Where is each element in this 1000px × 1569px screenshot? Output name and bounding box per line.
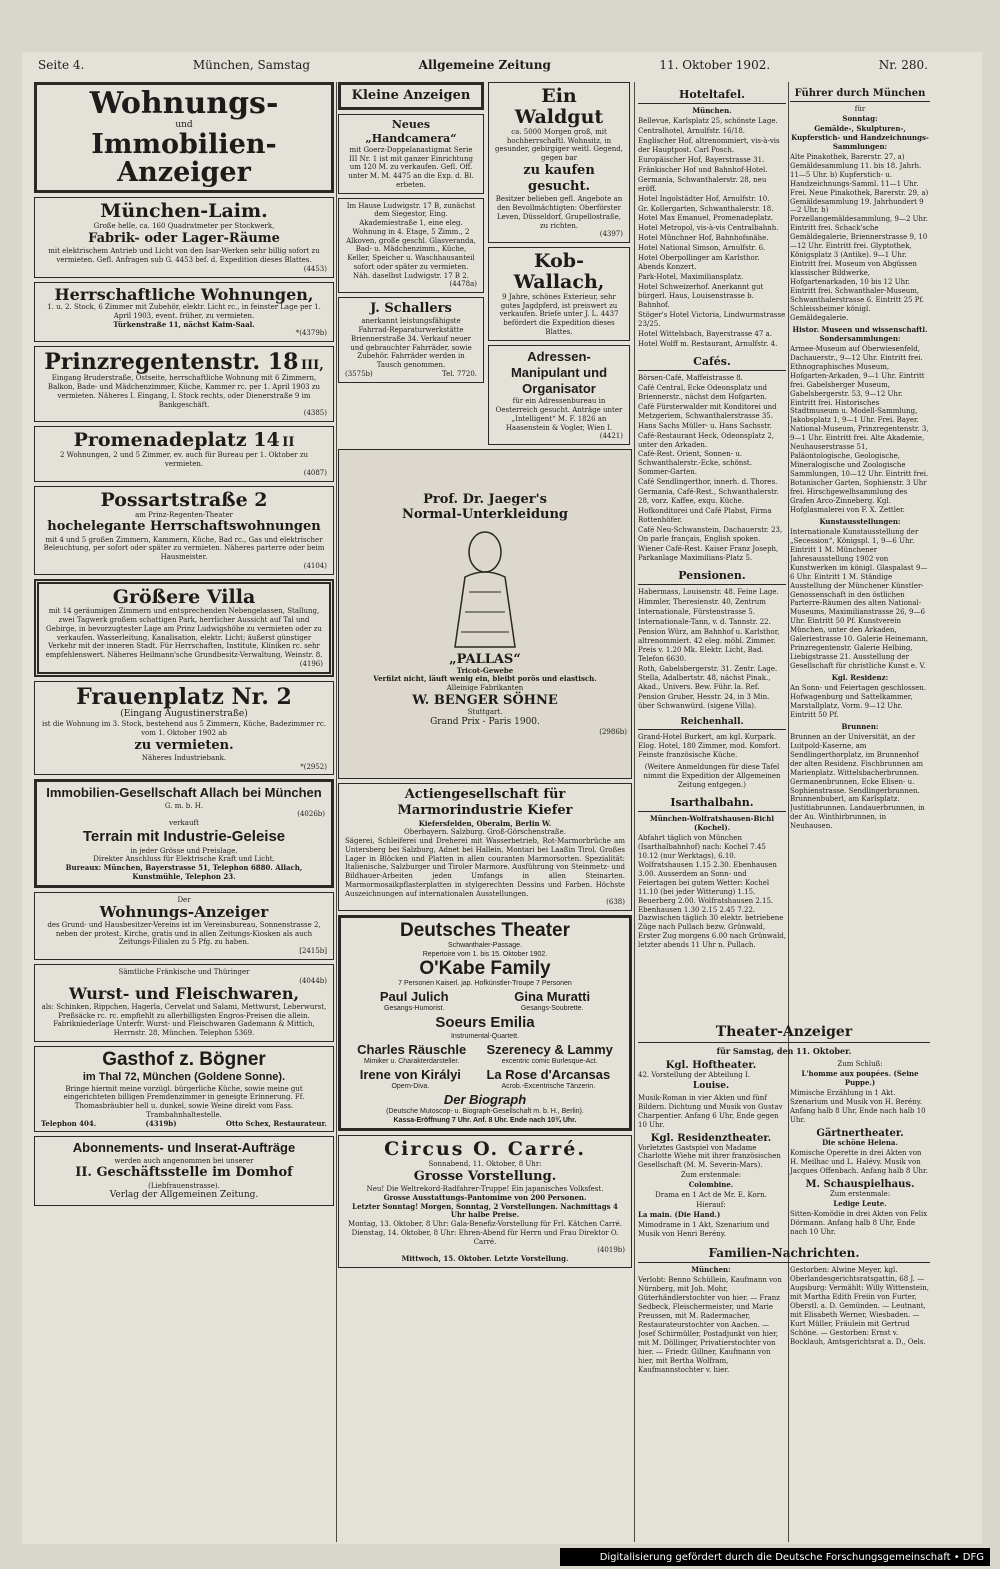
brunnen-text: Brunnen an der Universität, an der Luitpold-Kaserne, am Sendlingerthorplatz, im Brunnenhof der alten Residenz. Fischbrunnen am Marienplatz. Wittelsbacherbrunnen. Germanenbrunnen, Ecke Elisen- u. Sophienstrasse. Sendlingerbrunnen. Brunnenbuberl, am Karlsplatz. Justitiabrunnen. Landauerbrunnen, in der Au. Winthirbrunnen, in Neuhausen. [790, 732, 925, 831]
res-zum: Zum erstenmale: [680, 1171, 742, 1180]
prinz-heading: Prinzregentenstr. 18 [44, 349, 299, 376]
laim-text2: mit elektrischem Antrieb und Licht von den Isar-Werken sehr billig sofort zu vermieten. Gefl. Anfragen sub G. 4453 bef. d. Expedition dieses Blattes. [48, 247, 320, 265]
schau-title: Ledige Leute. [833, 1198, 887, 1208]
abo-sub2: (Liebfrauenstrasse). [148, 1181, 220, 1190]
gasthof-sub: im Thal 72, München (Goldene Sonne). [82, 1070, 286, 1083]
possart-text: mit 4 und 5 großen Zimmern, Kammern, Küche, Bad rc., Gas und elektrischer Beleuchtung, per sofort oder später zu vermieten. Näheres parterre oder beim Hausmeister. [43, 535, 325, 562]
res-text: Vorletztes Gastspiel von Madame Charlotte Wiehe mit ihrer französischen Gesellschaft (M. M. Severin-Mars). [638, 1143, 781, 1170]
allach-direkt: Direkter Anschluss für Elektrische Kraft und Licht. [93, 855, 275, 864]
act-desc: Opern-Diva. [391, 1082, 430, 1090]
res-hierauf: Hierauf: [696, 1201, 726, 1210]
hotel-entry: Englischer Hof, altrenommiert, vis-à-vis der Hauptpost. Carl Posch. [638, 136, 780, 154]
ad-abonnements [34, 1136, 334, 1205]
res-drama: Drama en 1 Act de Mr. E. Korn. [655, 1191, 767, 1200]
schaller-heading: J. Schallers [370, 301, 452, 316]
ad-code: (4026b) [297, 810, 325, 819]
wurst-text: als: Schinken, Rippchen, Hagerla, Cervelat und Salami, Mettwurst, Leberwurst, Preßsäcke rc. rc. empfiehlt zu allerbilligsten Engros-Preisen die allein. Fabrikniederlage Unterfr. Wurst- und Fleischwaren Gademann & Mittich, Herrnstr. 28, München. Telephon 5369. [41, 1002, 327, 1038]
poupees-text: Mimische Erzählung in 1 Akt. Szenarium und Musik von H. Berény. Anfang halb 8 Uhr, Ende nach halb 10 Uhr. [790, 1089, 926, 1124]
cafe-entry: Hofkonditorei und Café Plabst, Firma Rottenhöfer. [638, 507, 772, 525]
ad-code: (4087) [303, 468, 327, 477]
ad-waldgut [488, 82, 630, 243]
wurst-heading: Wurst- und Fleischwaren, [68, 984, 300, 1004]
act-desc: Acrob.-Excentrische Tänzerin. [501, 1082, 596, 1090]
familien-right [790, 1266, 930, 1375]
fuer-text: für [854, 105, 866, 113]
ad-code: (3575b) [345, 369, 373, 378]
hotel-entry: Bellevue, Karlsplatz 25, schönste Lage. [638, 116, 778, 125]
act-name: Paul Julich [379, 989, 449, 1005]
possart-sub2: hochelegante Herrschaftswohnungen [47, 519, 321, 535]
dt-soeurs-sub: Instrumental-Quartett. [450, 1032, 520, 1040]
ad-code: (4196) [299, 659, 323, 668]
res-mimo: Mimodrame in 1 Akt, Szenarium und Musik von Henri Berény. [638, 1221, 770, 1239]
wa-text: des Grund- und Hausbesitzer-Vereins ist im Vereinsbureau, Sonnenstrasse 2, neben der protest. Kirche, gratis und in allen Zeitungs-Kiosken als auch Zeitungs-Filialen zu 5 Pfg. zu haben. [47, 920, 321, 947]
frauen-heading: Frauenplatz Nr. 2 [76, 683, 292, 710]
act [360, 1067, 461, 1092]
circus-mittwoch: Mittwoch, 15. Oktober. Letzte Vorstellung. [401, 1254, 569, 1264]
gasthof-owner: Otto Schex, Restaurateur. [225, 1118, 327, 1128]
zum-schluss: Zum Schluß: [837, 1060, 883, 1069]
ad-herrschaftlich [34, 282, 334, 343]
sonntag-text: Sonntag: [842, 113, 878, 123]
hotel-entry: Hotel Wittelsbach, Bayerstrasse 47 a. [638, 329, 772, 338]
gaertner-heading: Gärtnertheater. [816, 1127, 904, 1139]
ad-code: (4421) [599, 432, 623, 441]
cafe-entry: Hans Sachs Müller- u. Hans Sachsstr. [638, 421, 772, 430]
cafes-heading: Cafés. [638, 355, 786, 371]
hist-heading: Histor. Museen und wissenschaftl. Sondersammlungen: [792, 324, 928, 343]
ad-code: (4397) [599, 230, 623, 239]
pension-entry: Pension Würz, am Bahnhof u. Karlsthor, altrenommiert. 42 eleg. möbl. Zimmer. Preis v. 1.20 Mk. Elektr. Licht, Bad. Telefon 6630. [638, 627, 780, 663]
isar-sub: München-Wolfratshausen-Bichl (Kochel). [649, 814, 775, 832]
figure-illustration [425, 522, 545, 652]
dt-okabe: O'Kabe Family [419, 958, 551, 980]
dt-repertoire: Repertoire vom 1. bis 15. Oktober 1902. [422, 950, 548, 958]
circus-pantomime: Grosse Ausstattungs-Pantomime von 200 Personen. [383, 1192, 587, 1202]
schaller-tel: Tel. 7720. [442, 369, 477, 378]
ad-deutsches-theater [338, 915, 632, 1131]
residenz-heading: Kgl. Residenztheater. [650, 1132, 772, 1144]
marmor-text: Sägerei, Schleiferei und Dreherei mit Wasserbetrieb, Rot-Marmorbrüche am Untersberg bei Salzburg, Adnet bei Hallein, Montari bei Laaßin Tirol. Großes Lager in Blöcken und Platten in allen couranten Marmorsorten. Spezialität: Italienische, Salzburger und Tiroler Marmore. Ausführung von Steinmetz- und Bildhauer-Arbeiten jeden Umfangs in allen Steinarten. Marmormosaikpflasterplatten in stylgerechten Dessins und Farben. Höchste Auszeichnungen auf internationalen Ausstellungen. [345, 837, 625, 898]
ad-jaeger-illustration [338, 449, 632, 779]
gasthof-tel: Telephon 404. [41, 1118, 97, 1128]
ad-schaller [338, 297, 484, 383]
wald-sub: zu kaufen gesucht. [523, 162, 595, 195]
hotel-entry: Hotel National Simson, Arnulfstr. 6. [638, 244, 766, 253]
marmor-places2: Oberbayern. Salzburg. Groß-Görschenstraße. [404, 828, 566, 837]
immobilien-title: Immobilien-Anzeiger [91, 128, 277, 189]
jaeger-stuttgart: Stuttgart. [467, 707, 503, 716]
pension-list [638, 588, 786, 711]
gasthof-footer [41, 1120, 327, 1129]
wald-text2: Besitzer belieben gefl. Angebote an den Bevollmächtigten: Oberförster Leven, Düsseldorf, Grupellostraße, zu richten. [495, 195, 623, 230]
herrsch-address: Türkenstraße 11, nächst Kaim-Saal. [113, 319, 255, 329]
hotel-entry: Hotel Wolff m. Restaurant, Arnulfstr. 4. [638, 339, 778, 348]
act [486, 1067, 610, 1092]
theater-columns [638, 1060, 930, 1240]
isarthalbahn-heading: Isarthalbahn. [638, 796, 786, 812]
ad-kob-wallach [488, 247, 630, 341]
hotel-list [638, 117, 786, 349]
kob-text: 9 Jahre, schönes Exterieur, sehr gutes Jagdpferd, ist preiswert zu verkaufen. Briefe unter J. L. 4437 befördert die Expedition dieses Blattes. [499, 292, 619, 336]
allach-verkauft: verkauft [169, 819, 199, 828]
theater-left [638, 1060, 784, 1240]
kunst-heading: Kunstausstellungen: [819, 516, 901, 526]
jaeger-verfilzt: Verfilzt nicht, läuft wenig ein, bleibt porös und elastisch. [373, 674, 597, 684]
frauen-note: Näheres Industriebank. [141, 753, 227, 762]
gaertner-text: Komische Operette in drei Akten von H. Meilhac und L. Halévy. Musik von Jacques Offenbach. Anfang halb 8 Uhr. [790, 1148, 928, 1175]
hotel-entry: Hotel Metropol, vis-à-vis Centralbahnh. [638, 224, 779, 233]
allach-bureaux: Bureaux: München, Bayerstrasse 51, Telephon 6880. Allach, Kunstmühle, Telephon 23. [65, 863, 303, 881]
place-date: München, Samstag [192, 58, 311, 72]
ludwig-note: Näh. daselbst Ludwigstr. 17 B 2. [353, 271, 469, 280]
hotel-entry: Centralhotel, Arnulfstr. 16/18. [638, 126, 746, 135]
und-text: und [175, 119, 193, 130]
abo-sub: werden auch angenommen bei unserer [114, 1156, 254, 1165]
villa-heading: Größere Villa [112, 585, 256, 608]
ad-code: *(2952) [300, 762, 327, 771]
prinz-text: Eingang Bruderstraße, Ostseite, herrschaftliche Wohnung mit 6 Zimmern, Balkon, Bade- und Mädchenzimmer, Küche, Kammer rc. per 1. April 1903 zu vermieten. Näheres I. Eingang, I. Stock rechts, oder Dienerstraße 9 im Bankgeschäft. [47, 374, 321, 409]
ad-code: (2986b) [599, 727, 627, 736]
column-3 [638, 82, 786, 951]
jaeger-heading: Prof. Dr. Jaeger's [423, 491, 547, 507]
hotel-entry: Hotel Max Emanuel, Promenadeplatz. [638, 214, 773, 223]
prom-floor: II [282, 435, 295, 451]
pension-entry: Habermass, Louisenstr. 48. Feine Lage. [638, 587, 779, 596]
pension-entry: Roth, Gabelsbergerstr. 31. Zentr. Lage. [638, 664, 778, 673]
dt-soeurs: Soeurs Emilia [435, 1014, 535, 1032]
theater-sub: für Samstag, den 11. Oktober. [716, 1046, 852, 1056]
ad-code: [2415b] [299, 947, 327, 956]
villa-text: mit 14 geräumigen Zimmern und entsprechenden Nebengelassen, Stallung, zwei Tagwerk großem schattigen Park, herrlicher Aussicht auf Tal und Gebirge, in bevorzugtester Lage am Prinz Ludwigshöhe zu vermieten oder zu verkaufen. Wasserleitung, Kanalisation, elektr. Licht; äußerst günstiger Verkehr mit der inneren Stadt. Für Herrschaften, Institute, Kliniken rc. sehr empfehlenswert. Näheres Heilmann'sche Grundbesitz-Verwaltung, Weinstr. 8. [45, 607, 323, 660]
fam-verlobt: Verlobt: Benno Schüllein, Kaufmann von Nürnberg, mit Joh. Mohr, Güterhändlerstochter von hier. — Franz Sedbeck, Fleischermeister, und Marie Preussen, mit M. Radermacher, Restaurateurstochter von Aachen. — Josef Schirmüller, Postadjunkt von hier, mit M. Döllinger, Privatierstochter von hier. — Friedr. Gillner, Kaufmann von hier, mit Bertha Wolfram, Kaufmannstochter v. hier. [638, 1276, 782, 1374]
column-rule [336, 82, 337, 1542]
residenz-text: An Sonn- und Feiertagen geschlossen. Hofwagenburg und Sattelkammer, Marstallplatz, Vorm. 9—12 Uhr. Eintritt 50 Pf. [790, 684, 926, 719]
column-rule [634, 82, 635, 1542]
ad-code: *(4379b) [295, 329, 327, 338]
ad-code: (638) [606, 898, 625, 907]
hotel-entry: Hotel Schweizerhof. Anerkannt gut bürgerl. Haus, Louisenstrasse b. Bahnhof. [638, 283, 764, 310]
jaeger-trikot: Tricot-Gewebe [456, 665, 514, 675]
kob-heading: Kob-Wallach, [513, 250, 605, 293]
hotel-entry: Gr. Kollergarten, Schwanthalerstr. 18. [638, 204, 774, 213]
dt-row-3 [347, 1067, 623, 1092]
laim-sub: Fabrik- oder Lager-Räume [88, 231, 280, 247]
running-header [38, 58, 928, 76]
circus-montag: Montag, 13. Oktober, 8 Uhr: Gala-Benefiz-Vorstellung für Frl. Kätchen Carré. [348, 1220, 622, 1229]
dt-biograph-sub: (Deutsche Mutoscop- u. Biograph-Gesellschaft m. b. H., Berlin). [386, 1107, 584, 1115]
possart-heading: Possartstraße 2 [100, 488, 268, 511]
circus-neu: Neu! Die Weltrekord-Radfahrer-Truppe! Ein japanisches Volksfest. [366, 1185, 604, 1194]
act-name: Irene von Királyi [359, 1066, 461, 1082]
hof-text: 42. Vorstellung der Abteilung I. [638, 1071, 750, 1080]
fam-gestorben: Gestorben: Alwine Meyer, kgl. Oberlandesgerichtsratsgattin, 68 J. — Augsburg: Vermählt: Willy Wittenstein, mit Martha Edith Freiin von Furter, Oberstl. a. D. Gemünden. — Leutnant, mit Elisabeth Werner, Wiesbaden. — Kurt Müller, Fräulein mit Gertrud Schöne. — Gestorben: Ernst v. Bocklauh, Amtsgerichtsrat a. D., Oels. [790, 1266, 929, 1346]
frauen-text: ist die Wohnung im 3. Stock, bestehend aus 5 Zimmern, Küche, Badezimmer rc. vom 1. Oktober 1902 ab [41, 720, 327, 737]
brunnen-heading: Brunnen: [841, 721, 879, 731]
ad-code: (4453) [303, 264, 327, 273]
ad-code: (4385) [303, 409, 327, 418]
hoftheater-heading: Kgl. Hoftheater. [665, 1060, 757, 1072]
cafe-list [638, 374, 786, 563]
wa-heading: Wohnungs-Anzeiger [99, 903, 269, 922]
ad-code: (4319b) [145, 1118, 177, 1128]
hand-heading: Neues „Handcamera“ [365, 118, 457, 145]
pension-entry: Himmler, Theresienstr. 40, Zentrum [638, 597, 766, 606]
der-text: Der [177, 895, 191, 904]
familien-heading: Familien-Nachrichten. [638, 1246, 930, 1263]
poupees-title: L'homme aux poupées. (Seine Puppe.) [801, 1069, 919, 1088]
anmeld-note: (Weitere Anmeldungen für diese Tafel nimmt die Expedition der Allgemeinen Zeitung entgegen.) [643, 763, 781, 790]
kleine-heading: Kleine Anzeigen [351, 88, 471, 103]
possart-sub: am Prinz-Regenten-Theater [135, 510, 233, 519]
wald-heading: Ein Waldgut [514, 85, 604, 128]
ad-prinzregenten [34, 346, 334, 422]
dt-sub: Schwanthaler-Passage. [448, 941, 522, 949]
frauen-vermieten: zu vermieten. [134, 737, 234, 753]
ad-code: (4019b) [597, 1246, 625, 1255]
kleine-anzeigen-header [338, 82, 484, 110]
gemaelde-text: Alte Pinakothek, Barerstr. 27, a) Gemäldesammlung 11. bis 18. Jahrh. 11—5 Uhr. b) Kupferstich- u. Handzeichnungs-Samml. 11—1 Uhr. Frei. Neue Pinakothek, Barerstr. 29, a) Gemäldesammlung 19. Jahrhundert 9—2 Uhr, b) Porzellangemäldesammlung, 9—2 Uhr. Eintritt frei. Schack'sche Gemäldegalerie, Briennerstrasse 9, 10—12 Uhr. Eintritt frei. Glyptothek, Königsplatz 3 (Antike). 9—1 Uhr. Eintritt frei. Museum von Abgüssen klassischer Bildwerke, Hofgartenarkaden, 10 bis 12 Uhr. Eintritt frei. Schwanthaler-Museum, Schwanthalerstrasse 6. Eintritt 25 Pf. Schleissheimer königl. Gemäldegalerie. [790, 152, 929, 322]
kleine-column [338, 82, 484, 449]
laim-heading: München-Laim. [100, 200, 268, 223]
hotel-entry: Germania, Schwanthalerstr. 28, neu eröff. [638, 175, 767, 193]
pension-entry: Pension Gruber, Hesstr. 24, in 3 Min. über Schwanwürd. (sigene Villa). [638, 693, 770, 711]
frauen-sub: (Eingang Augustinerstraße) [120, 708, 248, 719]
res-colombine: Colombine. [688, 1180, 734, 1190]
digitization-footer: Digitalisierung gefördert durch die Deutsche Forschungsgemeinschaft • DFG [560, 1548, 990, 1566]
ad-ludwigstrasse [338, 198, 484, 294]
hotel-entry: Europäischer Hof, Bayerstrasse 31. [638, 155, 765, 164]
adr-heading: Adressen-Manipulant und Organisator [510, 348, 608, 397]
wurst-pre: Sämtliche Fränkische und Thüringer [118, 967, 250, 976]
hotel-entry: Stöger's Hotel Victoria, Lindwurmstrasse 23/25. [638, 311, 786, 328]
circus-sonntag: Letzter Sonntag! Morgen, Sonntag, 2 Vorstellungen. Nachmittags 4 Uhr halbe Preise. [352, 1201, 618, 1220]
act-name: Szerenecy & Lammy [486, 1041, 613, 1057]
allach-gmbh: G. m. b. H. [164, 801, 204, 810]
herrsch-heading: Herrschaftliche Wohnungen, [54, 284, 314, 304]
column-4 [790, 82, 930, 1012]
ad-adressen [488, 345, 630, 446]
dt-row-2 [347, 1042, 623, 1067]
ad-wurst [34, 964, 334, 1042]
cafe-entry: Börsen-Café, Maffeistrasse 8. [638, 373, 743, 382]
pensionen-heading: Pensionen. [638, 569, 786, 585]
schaller-footer [345, 370, 477, 379]
kunst-text: Internationale Kunstausstellung der „Secession“, Königspl. 1, 9—6 Uhr. Eintritt 1 M. Münchener Jahresausstellung 1902 von Kunstwerken im königl. Glaspalast 9—6 Uhr. Eintritt 1 M. Ständige Ausstellung der Münchener Künstler-Genossenschaft in den östlichen Parterre-Räumen des alten National-Museums, Maximilianstrasse 26, 9—6 Uhr. Eintritt 50 Pf. Kunstverein München, unter den Arkaden, Galeriestrasse 10. Galerie Heinemann, Prinzregentenstr. Galerie Helbing, Liebigstrasse 21. Ausstellung der Gesellschaft für christliche Kunst e. V. [790, 527, 928, 671]
hof-louise: Louise. [692, 1081, 730, 1092]
reichenhall-heading: Reichenhall. [638, 717, 786, 730]
allach-groesse: in jeder Grösse und Preislage. [130, 846, 238, 855]
ad-handcamera [338, 114, 484, 193]
act-name: Charles Räuschle [357, 1041, 467, 1057]
circus-gv: Grosse Vorstellung. [413, 1168, 557, 1184]
ad-promenadeplatz [34, 426, 334, 482]
cafe-entry: Café-Restaurant Heck, Odeonsplatz 2, unter den Arkaden. [638, 431, 775, 449]
herrsch-text: 1. u. 2. Stock, 6 Zimmer mit Zubehör, elektr. Licht rc., in feinster Lage per 1. April 1903, event. früher, zu vermieten. [47, 303, 321, 320]
act-desc: Gesangs-Soubrette. [520, 1005, 584, 1013]
schau-text: Sitten-Komödie in drei Akten von Felix Dörmann. Anfang halb 8 Uhr, Ende nach 10 Uhr. [790, 1209, 928, 1236]
newspaper-title: Allgemeine Zeitung [418, 58, 551, 72]
hof-text2: Musik-Roman in vier Akten und fünf Bildern. Dichtung und Musik von Gustav Charpentier. Anfang 6 Uhr, Ende gegen 10 Uhr. [638, 1093, 783, 1129]
circus-dienstag: Dienstag, 14. Oktober, 8 Uhr: Ehren-Abend für Herrn und Frau Direktor O. Carré. [351, 1228, 619, 1246]
dt-biograph: Der Biograph [443, 1091, 527, 1107]
gemaelde-heading: Gemälde-, Skulpturen-, Kupferstich- und Handzeichnungs-Sammlungen: [791, 123, 929, 151]
wald-text: ca. 5000 Morgen groß, mit hochherrschaftl. Wohnsitz, in gesunder, gebirgiger weitl. Gegend, gegen bar [495, 127, 623, 163]
act [514, 989, 590, 1014]
pension-entry: Internationale, Fürstenstrasse 5. [638, 607, 755, 616]
jaeger-fab: Alleinige Fabrikanten [446, 684, 524, 693]
cafe-entry: Café Central, Ecke Odeonsplatz und Briennerstr., nächst dem Hofgarten. [638, 383, 767, 401]
residenz-heading: Kgl. Residenz: [831, 673, 889, 683]
jaeger-pallas: „PALLAS“ [449, 651, 521, 667]
prom-heading: Promenadeplatz 14 [73, 429, 280, 452]
ad-code: (4044b) [299, 976, 327, 985]
schau-zum: Zum erstenmale: [829, 1189, 891, 1198]
allach-heading: Immobilien-Gesellschaft Allach bei München [46, 785, 322, 801]
marmor-places: Kiefersfelden, Oberalm, Berlin W. [418, 818, 552, 828]
allach-terrain: Terrain mit Industrie-Geleise [82, 827, 286, 845]
ad-laim [34, 197, 334, 277]
theater-heading: Theater-Anzeiger [638, 1024, 930, 1043]
act [380, 989, 449, 1014]
dt-heading: Deutsches Theater [399, 920, 570, 942]
ad-wohnungs-anzeiger [34, 892, 334, 960]
ad-allach [34, 779, 334, 887]
reichenhall-entry: Grand-Hotel Burkert, am kgl. Kurpark. Elog. Hotel, 180 Zimmer, mod. Komfort. Feinste französische Küche. [638, 733, 781, 760]
marmor-heading: Actiengesellschaft für Marmorindustrie Kiefer [397, 787, 573, 819]
gaertner-title: Die schöne Helena. [822, 1137, 898, 1147]
page-number: Seite 4. [38, 58, 85, 72]
cafe-entry: Café Fürsterwalder mit Konditorei und Metzgeriem, Schwanthalerstrasse 35. [638, 402, 777, 420]
cafe-entry: Wiener Café-Rest. Kaiser Franz Joseph, Parkanlage Maximilians-Platz 5. [638, 544, 779, 562]
hotel-entry: Hotel Münchner Hof, Bahnhofsnähe. [638, 234, 769, 243]
waldgut-column [488, 82, 630, 449]
familien-left [638, 1266, 784, 1375]
ad-code: (4478a) [449, 280, 477, 289]
circus-heading: Circus O. Carré. [384, 1138, 586, 1161]
act [357, 1042, 466, 1067]
gasthof-text: Bringe hiermit meine vorzügl. bürgerliche Küche, sowie meine gut eingerichteten billigen Fremdenzimmer in geneigte Erinnerung. Ff. Thomasbräubier hell u. dunkel, sowie Weine direkt vom Fass. Trambahnhaltestelle. [63, 1084, 305, 1119]
jaeger-benger: W. BENGER SÖHNE [412, 692, 558, 708]
jaeger-prix: Grand Prix - Paris 1900. [430, 716, 540, 727]
jaeger-sub: Normal-Unterkleidung [401, 506, 569, 522]
hoteltafel-heading: Hoteltafel. [638, 88, 786, 104]
muenchen-subhead: München. [692, 106, 732, 115]
fuehrer-heading: Führer durch München [790, 88, 930, 102]
abo-verlag: Verlag der Allgemeinen Zeitung. [109, 1190, 259, 1201]
hist-text: Armee-Museum auf Oberwiesenfeld, Dachauerstr., 9—12 Uhr. Eintritt frei. Ethnographisches Museum, Hofgarten-Arkaden, 9—1 Uhr. Eintritt frei. Gabelsberger Museum, Gabelsbergerstr. 53, 9—12 Uhr. Eintritt frei. Historisches Stadtmuseum u. Modell-Sammlung, Jakobsplatz 1, 9—1 Uhr. Frei. Bayer. National-Museum, Prinzregentenstr. 3, 9—1 Uhr. Eintritt frei. Alte Akademie, Neuhauserstrasse 51, Paläontologische, Geologische, Mineralogische und Zoologische Sammlungen, 10—12 Uhr. Eintritt frei. Botanischer Garten, Sophienstr. 3 Uhr frei. Hirschgewelhsammlung des Grafen Arco-Zinneberg. Kgl. Hofglasmalerei von F. X. Zettler. [790, 344, 929, 514]
pension-entry: Stella, Adalbertstr. 48, nächst Pinak., Akad., Univers. Bew. Führ. la. Ref. [638, 674, 771, 692]
familien-columns [638, 1266, 930, 1375]
fam-muenchen: München: [691, 1265, 731, 1275]
hotel-entry: Hotel Ingolstädter Hof, Arnulfstr. 10. [638, 194, 770, 203]
ad-villa [34, 579, 334, 677]
theater-section [638, 1018, 930, 1375]
hand-text: mit Goerz-Doppelanastigmat Serie III Nr. 1 ist mit ganzer Einrichtung um 120 M. zu verkaufen. Gefl. Off. unter M. M. 4475 an die Exp. d. Bl. erbeten. [348, 145, 474, 189]
cafe-entry: Café Sendlingerthor, innerh. d. Thores. [638, 478, 778, 487]
hotel-entry: Park-Hotel, Maximiliansplatz. [638, 273, 744, 282]
gasthof-heading: Gasthof z. Bögner [102, 1048, 266, 1070]
prinz-floor: III, [300, 358, 324, 374]
pension-entry: Internationale-Tann, v. d. Tannstr. 22. [638, 617, 771, 626]
column-2 [338, 82, 632, 1272]
cafe-entry: Café-Rest. Orient, Sonnen- u. Schwanthalerstr.-Ecke, schönst. Sommer-Garten. [638, 450, 752, 477]
hotel-entry: Hotel Oberpollinger am Karlsthor. Abends Konzert. [638, 254, 760, 272]
ad-gasthof [34, 1046, 334, 1132]
column-1 [34, 82, 334, 1210]
act-desc: excentric comic Burlesque-Act. [501, 1057, 598, 1065]
ad-circus [338, 1135, 632, 1268]
wohnungs-title: Wohnungs- [89, 86, 279, 121]
circus-date: Sonnabend, 11. Oktober, 8 Uhr: [428, 1160, 542, 1169]
hotel-entry: Fränkischer Hof und Bahnhof-Hotel. [638, 165, 768, 174]
issue-number: Nr. 280. [878, 58, 928, 72]
ludwig-text: Im Hause Ludwigstr. 17 B, zunächst dem Siegestor, Eing. Akademiestraße 1, eine eleg. Wohnung in 4. Etage, 5 Zimm., 2 Alkoven, große geschl. Glasveranda, Bad- u. Mädchenzimm., Küche, Keller, Speicher u. Waschhausanteil sofort oder später zu vermieten. [346, 201, 476, 271]
abo-heading2: II. Geschäftsstelle im Domhof [75, 1165, 293, 1181]
issue-date: 11. Oktober 1902. [659, 58, 771, 72]
dt-okabe-sub: 7 Personen Kaiserl. jap. Hofkünstler-Troupe 7 Personen [398, 980, 572, 988]
abo-heading: Abonnements- und Inserat-Aufträge [72, 1140, 296, 1156]
act-name: La Rose d'Arcansas [486, 1066, 611, 1082]
schauspielhaus-heading: M. Schauspielhaus. [805, 1178, 915, 1190]
cafe-entry: Germania, Café-Rest., Schwanthalerstr. 28, vorz. Kaffee, exqu. Küche. [638, 488, 779, 506]
dt-row-1 [347, 989, 623, 1014]
ad-possartstrasse [34, 486, 334, 575]
act-name: Gina Muratti [514, 989, 591, 1005]
wohnungs-anzeiger-header [34, 82, 334, 193]
ad-frauenplatz [34, 681, 334, 776]
theater-right [790, 1060, 930, 1240]
isar-timetable: Abfahrt täglich von München (Isarthalbahnhof) nach: Kochel 7.45 10.12 (nur Werktags), 6.10. Wolfratshausen 1.15 2.30. Ebenhausen 3.00. Ausserdem an Sonn- und Feiertagen bei gutem Wetter: Kochel 11.10 (bei jeder Witterung) 1.15. Beuerberg 2.00. Wolfratshausen 2.15. Ebenhausen 1.30 2.15 2.45 7.22. Dazwischen täglich 30 elektr. betriebene Züge nach Pullach bezw. Grünwald, Erster Zug morgens 6.00 nach Grünwald, letzter abends 11 Uhr n. Pullach. [638, 833, 786, 950]
act-desc: Mimiker u. Charakterdarsteller. [364, 1057, 460, 1065]
prom-text: 2 Wohnungen, 2 und 5 Zimmer, ev. auch für Bureau per 1. Oktober zu vermieten. [59, 451, 309, 469]
res-main: La main. (Die Hand.) [638, 1210, 721, 1220]
dt-kassa: Kassa-Eröffnung 7 Uhr. Anf. 8 Uhr. Ende nach 10¾ Uhr. [393, 1116, 577, 1124]
act [486, 1042, 612, 1067]
ad-code: (4104) [303, 561, 327, 570]
adr-text: für ein Adressenbureau in Oesterreich gesucht. Anträge unter „Intelligent“ M. F. 1826 an Haasenstein & Vogler, Wien I. [495, 397, 623, 432]
schaller-text: anerkannt leistungsfähigste Fahrrad-Reparaturwerkstätte Briennerstraße 34. Verkauf neuer und gebrauchter Fahrräder, sowie Zubehör. Fahrräder werden in Tausch genommen. [350, 317, 472, 369]
kleine-row [338, 82, 632, 449]
ad-marmor [338, 783, 632, 911]
cafe-entry: Café Neu-Schwanstein, Dachauerstr. 23, On parle français, English spoken. [638, 526, 783, 544]
act-desc: Gesangs-Humorist. [384, 1005, 445, 1013]
laim-text: Große helle, ca. 160 Quadratmeter per Stockwerk, [93, 222, 275, 231]
